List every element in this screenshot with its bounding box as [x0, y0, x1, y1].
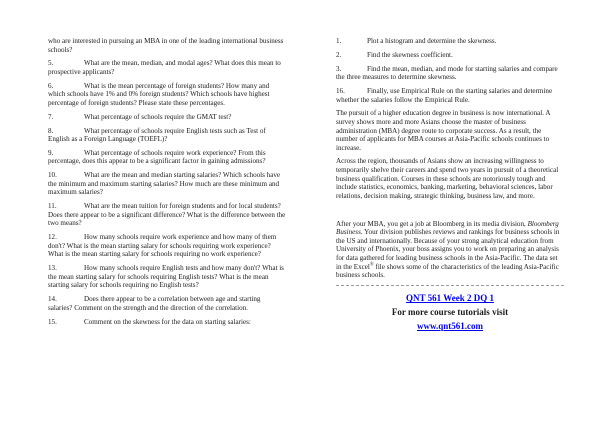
question-text: What are the mean tuition for foreign students and for local students? Does there appear to be a significant difference? What is the difference between the two means?: [48, 202, 286, 228]
right-column: [336, 37, 564, 335]
paragraph-bloomberg: [336, 220, 564, 280]
paragraph-bloomberg-end: file shows some of the characteristics of the leading Asia-Pacific business schools.: [336, 262, 559, 280]
question-10: [48, 171, 286, 197]
question-number: 10.: [48, 171, 57, 180]
question-14: [48, 295, 286, 312]
registered-mark: ®: [369, 262, 374, 268]
course-title-link[interactable]: QNT 561 Week 2 DQ 1: [406, 292, 494, 303]
question-text: How many schools require work experience and how many of them don't? What is the mean starting salary for schools requiring work experience? What is the mean starting salary for schools requiring no work experience?: [48, 233, 277, 259]
question-number: 15.: [48, 317, 57, 326]
question-number: 11.: [48, 202, 57, 211]
sub-question-text: Plot a histogram and determine the skewness.: [367, 37, 497, 45]
question-6: [48, 82, 286, 108]
website-link[interactable]: www.qnt561.com: [416, 320, 483, 331]
question-11: [48, 202, 286, 228]
question-number: 12.: [48, 233, 57, 242]
divider: [336, 285, 564, 286]
question-text: Comment on the skewness for the data on starting salaries:: [84, 317, 251, 326]
left-column: [48, 37, 286, 331]
question-text: What is the mean percentage of foreign students? How many and which schools have 1% and 0% foreign students? Which schools have highest percentage of foreign students? Please state these percentages.: [48, 81, 270, 107]
sub-question-number: 3.: [336, 64, 342, 73]
question-number: 5.: [48, 59, 54, 68]
question-13: [48, 264, 286, 290]
sub-question-number: 2.: [336, 50, 342, 59]
tutorials-caption: For more course tutorials visit: [391, 306, 509, 317]
question-number: 8.: [48, 126, 54, 135]
question-number: 13.: [48, 264, 57, 273]
question-text: How many schools require English tests and how many don't? What is the mean starting salary for schools requiring English tests? What is the mean starting salary for schools requiring no English tests?: [48, 264, 284, 290]
question-text: What percentage of schools require the GMAT test?: [84, 112, 232, 121]
question-text: What percentage of schools require English tests such as Test of English as a Foreign Language (TOEFL)?: [48, 126, 266, 144]
sub-question-3: [336, 65, 564, 82]
question-number: 14.: [48, 295, 57, 304]
question-text: What are the mean and median starting salaries? Which schools have the minimum and maximum starting salaries? How much are these minimum and maximum salaries?: [48, 171, 281, 197]
question-16: [336, 87, 564, 104]
question-7: [48, 113, 286, 122]
question-12: [48, 233, 286, 259]
question-text: What are the mean, median, and modal ages? What does this mean to prospective applicants?: [48, 59, 281, 76]
sub-question-number: 1.: [336, 37, 342, 45]
question-8: [48, 127, 286, 144]
sub-question-1: [336, 37, 564, 46]
question-text: Finally, use Empirical Rule on the starting salaries and determine whether the salaries follow the Empirical Rule.: [336, 86, 553, 104]
sub-question-text: Find the skewness coefficient.: [367, 50, 453, 59]
question-15: [48, 318, 286, 327]
question-number: 6.: [48, 81, 54, 90]
question-9: [48, 149, 286, 166]
question-text: What percentage of schools require work experience? From this percentage, does this appear to be a significant factor in gaining admissions?: [48, 148, 266, 166]
question-number: 7.: [48, 112, 54, 121]
question-number: 9.: [48, 148, 54, 157]
question-number: 16.: [336, 86, 345, 95]
paragraph-intro: The pursuit of a higher education degree in business is now international. A survey shows more and more Asians choose the master of business administration (MBA) degree route to corporate success. As a result, the number of applicants for MBA courses at Asia-Pacific schools continues to increase.: [336, 109, 551, 152]
intro-text: who are interested in pursuing an MBA in one of the leading international business schools?: [48, 37, 284, 54]
bloomberg-business-title: Bloomberg Business: [336, 219, 559, 237]
question-5: [48, 59, 286, 76]
sub-question-2: [336, 51, 564, 60]
sub-question-text: Find the mean, median, and mode for starting salaries and compare the three measures to determine skewness.: [336, 64, 558, 82]
paragraph-bloomberg-start: After your MBA, you get a job at Bloomberg in its media division,: [336, 219, 528, 228]
paragraph-region: Across the region, thousands of Asians show an increasing willingness to temporarily shelve their careers and spend two years in pursuit of a theoretical business qualification. Courses in these schools are notoriously tough and include statistics, economics, banking, marketing, behavioral sciences, labor relations, decision making, strategic thinking, business law, and more.: [336, 157, 559, 200]
question-text: Does there appear to be a correlation between age and starting salaries? Comment on the strength and the direction of the correlation.: [48, 295, 261, 312]
spacer: [336, 206, 564, 220]
paragraph-bloomberg-mid: . Your division publishes reviews and rankings for business schools in the US and internationally. Because of your strong analytical education from University of Phoenix, your boss assigns you to work on preparing an analysis for data gathered for leading business schools in the Asia-Pacific. The data set in the Excel: [336, 228, 560, 271]
